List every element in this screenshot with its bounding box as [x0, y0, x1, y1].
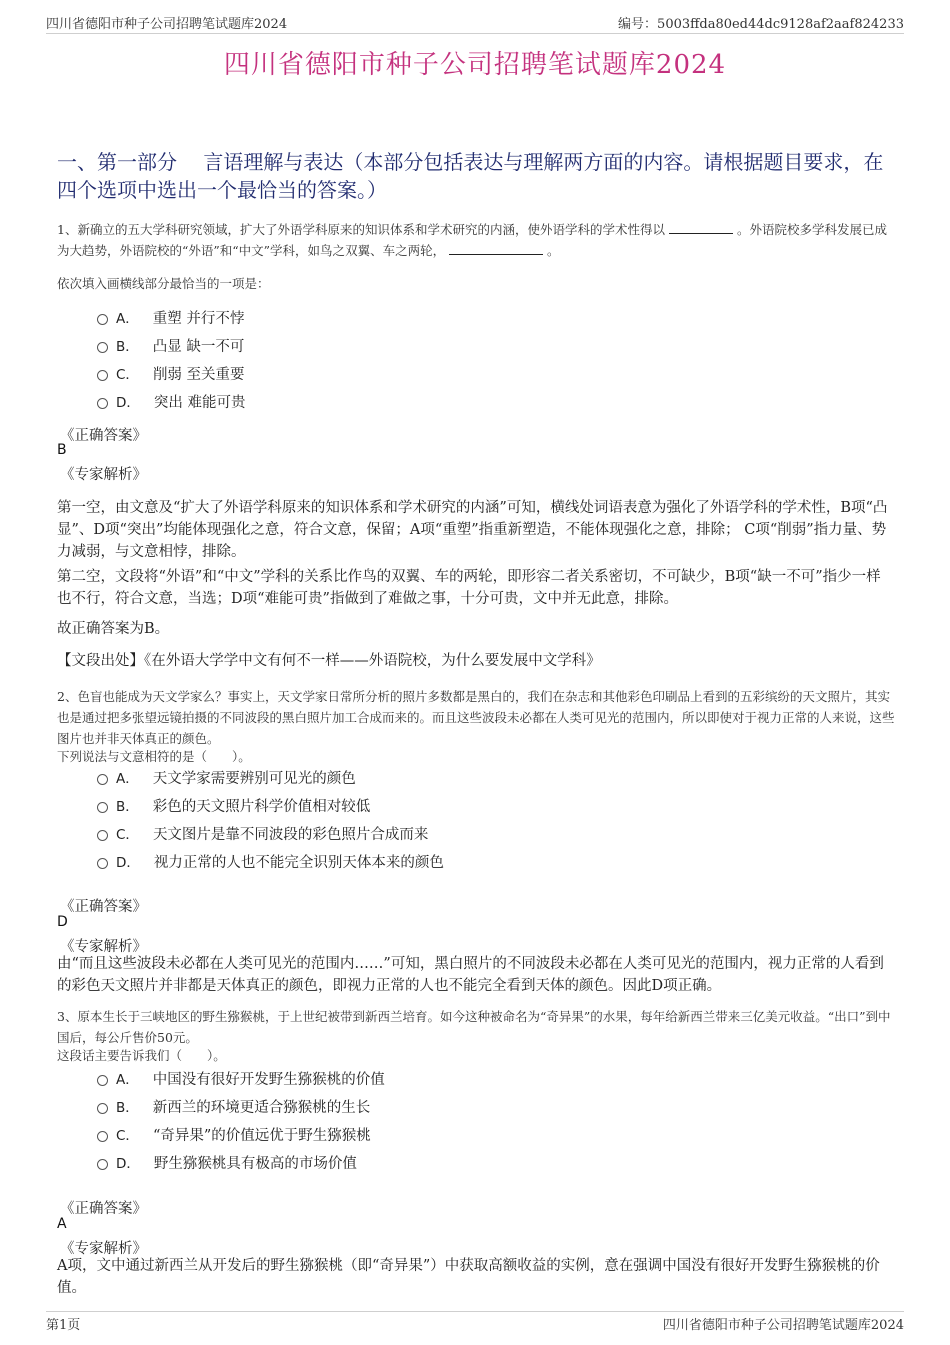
q1-text-part-a: 1、新确立的五大学科研究领域，扩大了外语学科原来的知识体系和学术研究的内涵，使外语学科的学术性得以 [57, 222, 665, 237]
q1-analysis-p1: 第一空，由文意及“扩大了外语学科原来的知识体系和学术研究的内涵”可知，横线处词语表意为强化了外语学科的学术性，B项“凸显”、D项“突出”均能体现强化之意，符合文意，保留；A项“重塑”指重新塑造，不能体现强化之意，排除； C项“削弱”指力量、势力减弱，与文意相悖，排除。 [57, 500, 888, 560]
footer-rule [46, 1311, 904, 1312]
header-doc-id: 编号：5003ffda80ed44dc9128af2aaf824233 [618, 17, 904, 32]
q1-text-part-c: 。 [547, 243, 560, 258]
page-title: 四川省德阳市种子公司招聘笔试题库2024 [223, 50, 727, 80]
q2-answer-label: 《正确答案》 [60, 899, 147, 915]
q1-option-a[interactable]: A． 重塑 并行不悖 [97, 309, 244, 329]
footer-doc-title: 四川省德阳市种子公司招聘笔试题库2024 [662, 1318, 904, 1333]
q1-blank-2 [449, 242, 543, 255]
question-3-text: 3、原本生长于三峡地区的野生猕猴桃，于上世纪被带到新西兰培育。如今这种被命名为“奇异果”的水果，每年给新西兰带来三亿美元收益。“出口”到中国后，每公斤售价50元。 [57, 1009, 891, 1045]
q1-prompt: 依次填入画横线部分最恰当的一项是： [57, 276, 270, 291]
q2-option-d[interactable]: D． 视力正常的人也不能完全识别天体本来的颜色 [97, 853, 444, 873]
q1-answer: B [57, 442, 67, 458]
q2-analysis: 由“而且这些波段未必都在人类可见光的范围内……”可知，黑白照片的不同波段未必都在人类可见光的范围内，视力正常的人看到的彩色天文照片并非都是天体真正的颜色，即视力正常的人也不能完全看到天体的颜色。因此D项正确。 [57, 956, 884, 994]
q2-analysis-label: 《专家解析》 [60, 939, 147, 955]
radio-icon[interactable] [97, 314, 108, 325]
radio-icon[interactable] [97, 1075, 108, 1086]
q1-option-c[interactable]: C． 削弱 至关重要 [97, 365, 245, 385]
q1-option-b[interactable]: B． 凸显 缺一不可 [97, 337, 244, 357]
q3-option-c[interactable]: C． “奇异果”的价值远优于野生猕猴桃 [97, 1126, 371, 1146]
radio-icon[interactable] [97, 1103, 108, 1114]
q1-text-part-b: 。外语院校多学科发展已成为大趋势，外语院校的“外语”和“中文”学科，如鸟之双翼、车之两轮， [57, 222, 887, 258]
q1-analysis-p2: 第二空，文段将“外语”和“中文”学科的关系比作鸟的双翼、车的两轮，即形容二者关系密切，不可缺少，B项“缺一不可”指少一样也不行，符合文意，当选；D项“难能可贵”指做到了难做之事，十分可贵，文中并无此意，排除。 [57, 569, 881, 607]
radio-icon[interactable] [97, 830, 108, 841]
header-rule [46, 33, 904, 34]
q2-prompt: 下列说法与文意相符的是（ ）。 [57, 749, 251, 764]
q2-answer: D [57, 914, 68, 930]
radio-icon[interactable] [97, 1159, 108, 1170]
q2-option-b[interactable]: B． 彩色的天文照片科学价值相对较低 [97, 797, 370, 817]
section-heading: 一、第一部分 言语理解与表达（本部分包括表达与理解两方面的内容。请根据题目要求，在四个选项中选出一个最恰当的答案。） [57, 150, 884, 202]
q1-analysis-conclusion: 故正确答案为B。 [57, 621, 170, 637]
q3-analysis-label: 《专家解析》 [60, 1241, 147, 1257]
q3-answer: A [57, 1216, 67, 1232]
q3-prompt: 这段话主要告诉我们（ ）。 [57, 1048, 226, 1063]
radio-icon[interactable] [97, 1131, 108, 1142]
radio-icon[interactable] [97, 370, 108, 381]
q3-answer-label: 《正确答案》 [60, 1201, 147, 1217]
footer-page-number: 第1页 [46, 1318, 81, 1333]
q3-option-b[interactable]: B． 新西兰的环境更适合猕猴桃的生长 [97, 1098, 370, 1118]
q3-analysis: A项，文中通过新西兰从开发后的野生猕猴桃（即“奇异果”）中获取高额收益的实例，意在强调中国没有很好开发野生猕猴桃的价值。 [57, 1258, 880, 1296]
radio-icon[interactable] [97, 802, 108, 813]
q1-source: 【文段出处】《在外语大学学中文有何不一样——外语院校，为什么要发展中文学科》 [57, 653, 601, 669]
radio-icon[interactable] [97, 342, 108, 353]
question-1-text [57, 219, 897, 261]
q1-answer-label: 《正确答案》 [60, 428, 147, 444]
q1-option-d[interactable]: D． 突出 难能可贵 [97, 393, 246, 413]
q1-blank-1 [669, 221, 733, 234]
header-doc-title: 四川省德阳市种子公司招聘笔试题库2024 [46, 17, 288, 32]
q1-analysis-label: 《专家解析》 [60, 467, 147, 483]
radio-icon[interactable] [97, 858, 108, 869]
q3-option-a[interactable]: A． 中国没有很好开发野生猕猴桃的价值 [97, 1070, 385, 1090]
q2-option-a[interactable]: A． 天文学家需要辨别可见光的颜色 [97, 769, 356, 789]
radio-icon[interactable] [97, 774, 108, 785]
radio-icon[interactable] [97, 398, 108, 409]
question-2-text: 2、色盲也能成为天文学家么？事实上，天文学家日常所分析的照片多数都是黑白的，我们在杂志和其他彩色印刷品上看到的五彩缤纷的天文照片，其实也是通过把多张望远镜拍摄的不同波段的黑白照片加工合成而来的。而且这些波段未必都在人类可见光的范围内，所以即使对于视力正常的人来说，这些图片也并非天体真正的颜色。 [57, 689, 895, 746]
q2-option-c[interactable]: C． 天文图片是靠不同波段的彩色照片合成而来 [97, 825, 428, 845]
q3-option-d[interactable]: D． 野生猕猴桃具有极高的市场价值 [97, 1154, 357, 1174]
